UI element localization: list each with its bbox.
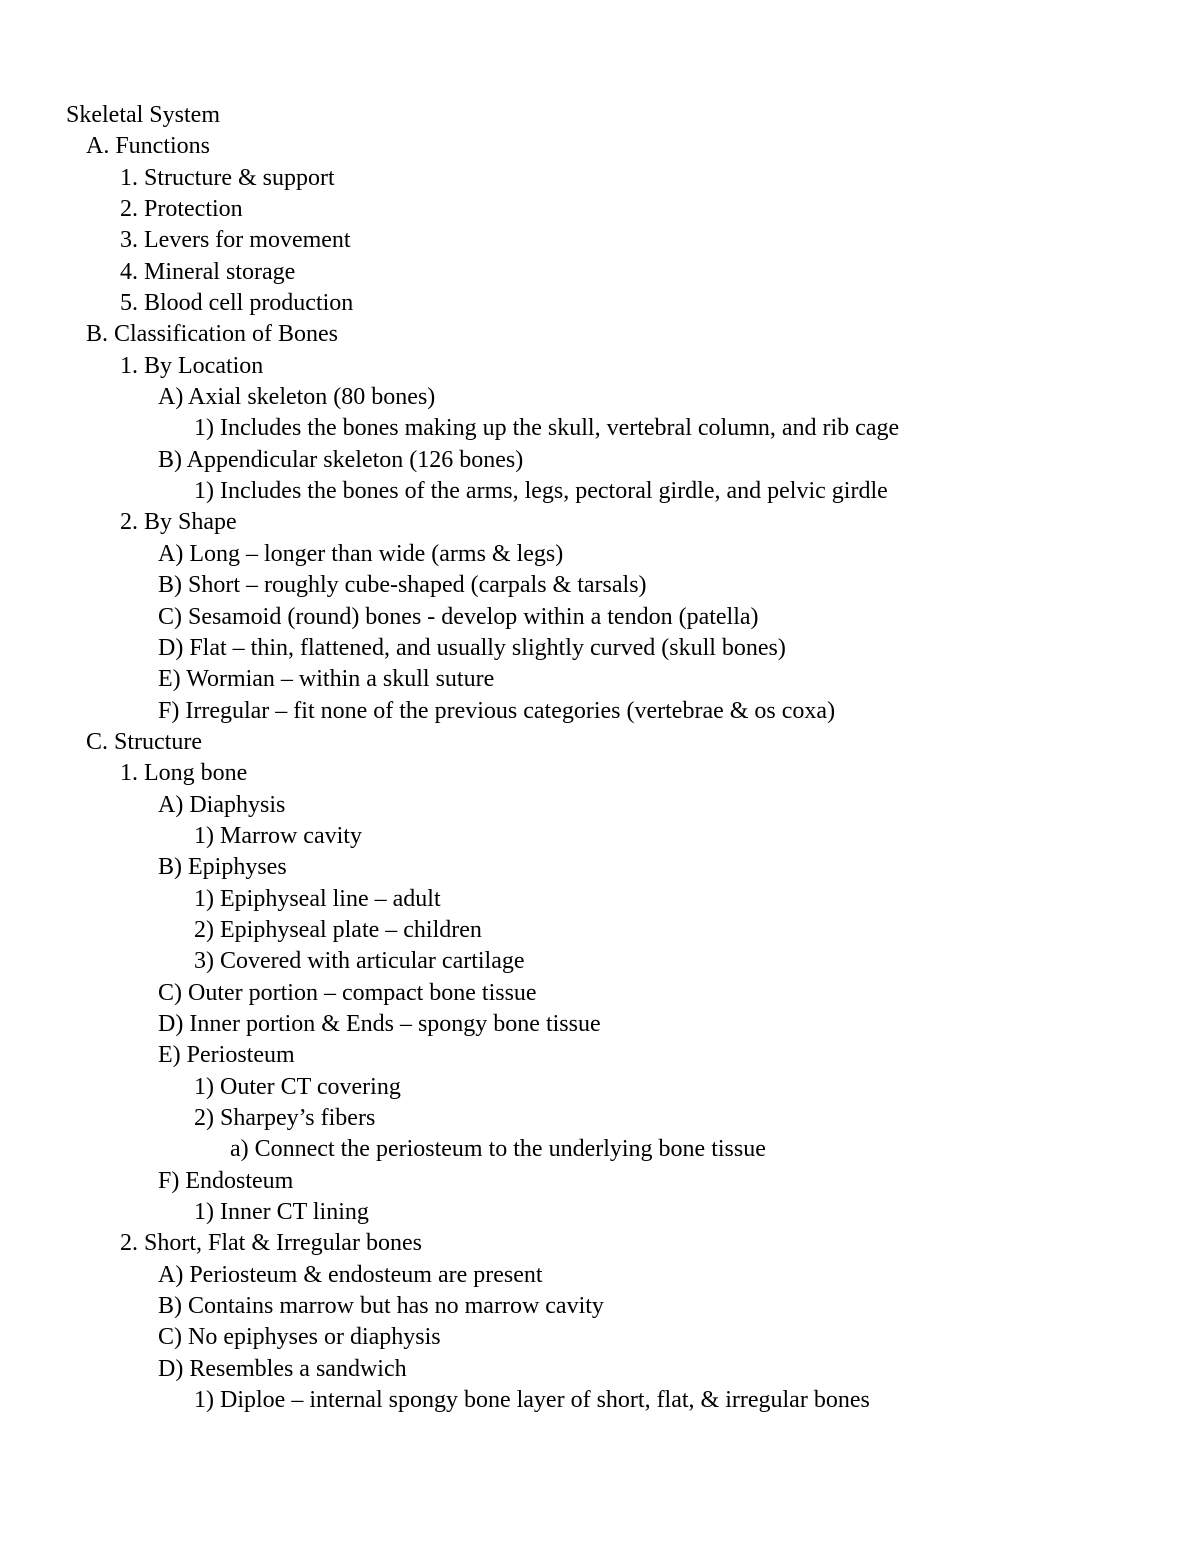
outline-item-level-4: 3) Covered with articular cartilage bbox=[194, 948, 525, 975]
outline-item-level-2: 1. By Location bbox=[120, 352, 264, 379]
outline-item-level-1: A. Functions bbox=[86, 133, 211, 160]
outline-item-level-2: 1. Structure & support bbox=[120, 164, 335, 191]
outline-item-level-4: 1) Outer CT covering bbox=[194, 1073, 401, 1100]
outline-item-level-4: 2) Epiphyseal plate – children bbox=[194, 916, 482, 943]
outline-item-level-3: B) Contains marrow but has no marrow cavity bbox=[158, 1293, 604, 1320]
outline-item-level-2: 2. Short, Flat & Irregular bones bbox=[120, 1230, 422, 1257]
outline-item-level-3: D) Resembles a sandwich bbox=[158, 1355, 407, 1382]
outline-item-level-3: F) Endosteum bbox=[158, 1167, 294, 1194]
outline-item-level-3: D) Flat – thin, flattened, and usually slightly curved (skull bones) bbox=[158, 634, 786, 661]
outline-item-level-2: 3. Levers for movement bbox=[120, 227, 351, 254]
outline-item-level-3: A) Long – longer than wide (arms & legs) bbox=[158, 540, 564, 567]
outline-list bbox=[0, 100, 1200, 1416]
outline-item-level-5: a) Connect the periosteum to the underlying bone tissue bbox=[230, 1136, 766, 1163]
outline-item-level-2: 4. Mineral storage bbox=[120, 258, 296, 285]
outline-item-level-3: E) Wormian – within a skull suture bbox=[158, 666, 495, 693]
outline-item-level-3: A) Axial skeleton (80 bones) bbox=[158, 384, 436, 411]
document-title: Skeletal System bbox=[66, 102, 220, 128]
outline-item-level-3: C) Outer portion – compact bone tissue bbox=[158, 979, 537, 1006]
outline-item-level-3: F) Irregular – fit none of the previous categories (vertebrae & os coxa) bbox=[158, 697, 836, 724]
outline-item-level-3: A) Diaphysis bbox=[158, 791, 286, 818]
outline-item-level-3: A) Periosteum & endosteum are present bbox=[158, 1261, 543, 1288]
outline-item-level-4: 1) Epiphyseal line – adult bbox=[194, 885, 441, 912]
outline-item-level-3: B) Epiphyses bbox=[158, 854, 287, 881]
outline-item-level-2: 2. Protection bbox=[120, 196, 243, 223]
outline-item-level-3: C) Sesamoid (round) bones - develop within a tendon (patella) bbox=[158, 603, 759, 630]
outline-item-level-4: 1) Marrow cavity bbox=[194, 822, 362, 849]
outline-item-level-1: B. Classification of Bones bbox=[86, 321, 338, 348]
outline-item-level-4: 2) Sharpey’s fibers bbox=[194, 1105, 376, 1131]
outline-item-level-3: B) Short – roughly cube-shaped (carpals & tarsals) bbox=[158, 572, 647, 599]
outline-item-level-2: 2. By Shape bbox=[120, 509, 237, 536]
outline-item-level-2: 1. Long bone bbox=[120, 760, 248, 787]
outline-item-level-3: B) Appendicular skeleton (126 bones) bbox=[158, 446, 524, 473]
outline-item-level-4: 1) Includes the bones making up the skull, vertebral column, and rib cage bbox=[194, 415, 900, 442]
outline-item-level-1: C. Structure bbox=[86, 728, 202, 755]
outline-item-level-4: 1) Inner CT lining bbox=[194, 1199, 369, 1226]
outline-item-level-4: 1) Diploe – internal spongy bone layer of short, flat, & irregular bones bbox=[194, 1387, 870, 1414]
outline-item-level-3: E) Periosteum bbox=[158, 1042, 295, 1069]
outline-item-level-4: 1) Includes the bones of the arms, legs, pectoral girdle, and pelvic girdle bbox=[194, 478, 888, 505]
outline-item-level-3: D) Inner portion & Ends – spongy bone tissue bbox=[158, 1010, 601, 1037]
outline-item-level-3: C) No epiphyses or diaphysis bbox=[158, 1324, 441, 1351]
outline-item-level-2: 5. Blood cell production bbox=[120, 290, 354, 317]
